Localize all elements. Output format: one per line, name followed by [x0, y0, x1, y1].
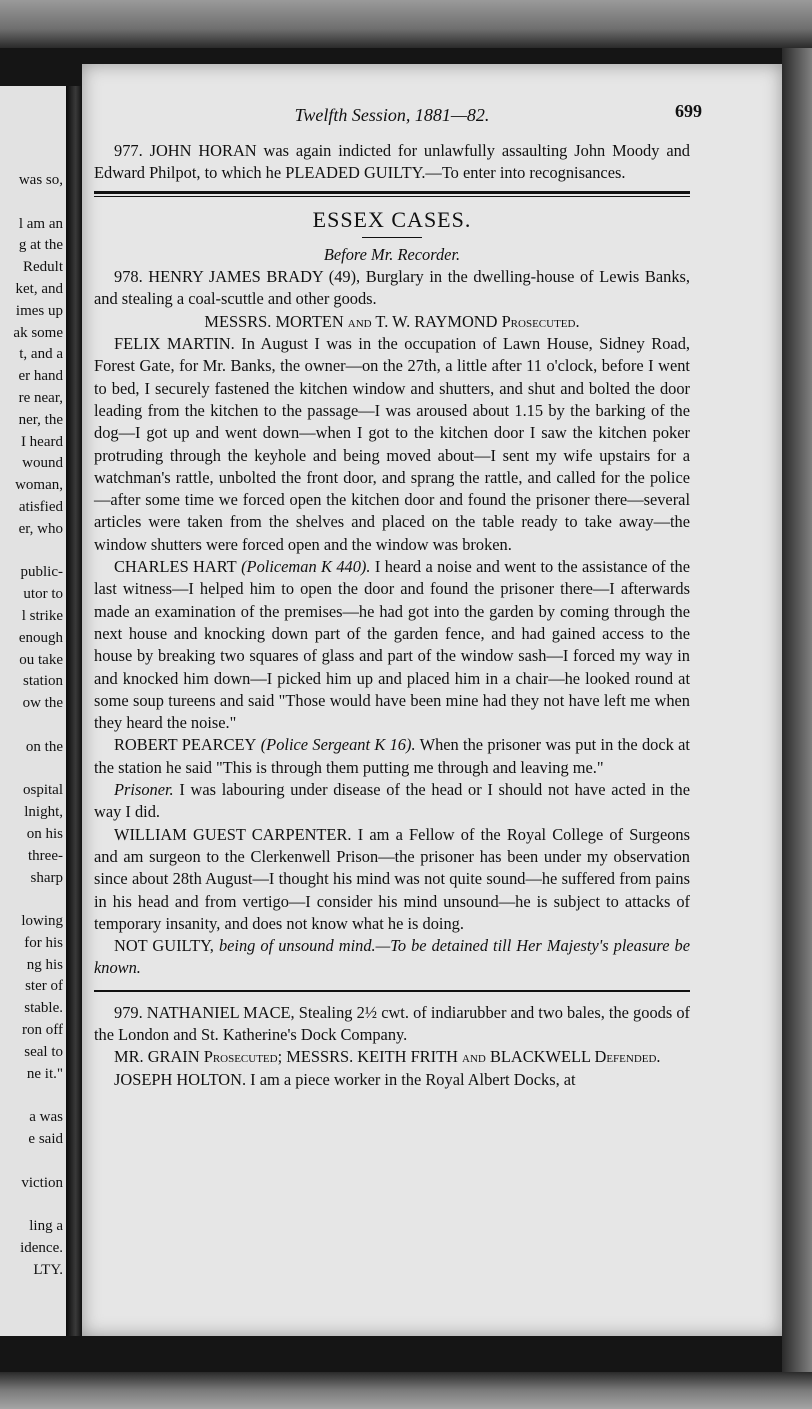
left-page-line: for his: [24, 934, 63, 951]
verdict-label: NOT GUILTY,: [114, 936, 214, 956]
testimony-felix-martin: [94, 333, 690, 556]
case-978-heading: 978. HENRY JAMES BRADY (49), Burglary in the dwelling-house of Lewis Banks, and stealing a coal-scuttle and other goods.: [94, 267, 690, 309]
left-page-line: [13, 1085, 63, 1107]
before-judge: Before Mr. Recorder.: [323, 244, 461, 264]
left-page-line: er, who: [18, 520, 63, 537]
prisoner-label: Prisoner.: [114, 780, 174, 800]
left-page-text-fragments: [13, 170, 63, 1282]
testimony-joseph-holton: [94, 1069, 690, 1091]
witness-name: CHARLES HART: [114, 557, 237, 577]
testimony-charles-hart: [94, 556, 690, 734]
case-977-text: JOHN HORAN was again indicted for unlawfully assaulting John Moody and Edward Philpot, to which he PLEADED GUILTY.—To enter into recognisances.: [94, 141, 690, 183]
testimony-text: When the prisoner was put in the dock at the station he said "This is through them putting me through and leaving me.": [94, 735, 690, 777]
page-content: [94, 101, 702, 1091]
case-979-counsel: MR. GRAIN Prosecuted; MESSRS. KEITH FRITH and BLACKWELL Defended.: [114, 1047, 661, 1067]
left-page-line: ak some: [13, 324, 63, 341]
testimony-text: I am a Fellow of the Royal College of Surgeons and am surgeon to the Clerkenwell Prison—the prisoner has been under my observation since about 28th August—I thought his mind was not quite sound—he suffered from pains in his head and from vertigo—I consider his mind unsound—he is subject to attacks of temporary insanity, and does not know what he is doing.: [94, 824, 690, 933]
left-page-line: lnight,: [24, 804, 63, 821]
left-page-line: stable.: [24, 1000, 63, 1017]
left-page-line: ner, the: [18, 411, 63, 428]
left-facing-page: [0, 86, 66, 1336]
left-page-line: ling a: [29, 1218, 63, 1235]
witness-name: JOSEPH HOLTON.: [114, 1069, 247, 1089]
left-page-line: re near,: [18, 389, 63, 406]
witness-name: ROBERT PEARCEY: [114, 735, 257, 755]
prisoner-statement: [94, 779, 690, 824]
left-page-line: imes up: [15, 302, 63, 319]
left-page-line: [13, 1151, 63, 1173]
witness-name: WILLIAM GUEST CARPENTER.: [114, 824, 352, 844]
left-page-line: ng his: [26, 956, 63, 973]
prisoner-text: I was labouring under disease of the head or I should not have acted in the way I did.: [94, 780, 690, 822]
page-number: 699: [675, 101, 702, 121]
left-page-line: public-: [20, 564, 63, 581]
left-page-line: l am an: [18, 215, 63, 232]
testimony-text: In August I was in the occupation of Lawn House, Sidney Road, Forest Gate, for Mr. Banks, the owner—on the 27th, a little after 11 o'clock, before I went to bed, I securely fastened the kitchen window and shutters, and shut and bolted the door leading from the kitchen to the passage—I was aroused about 1.15 by the barking of the dog—I got up and went down—when I got to the kitchen door I saw the kitchen poker protruding through the keyhole and being moved about—I sent my wife upstairs for a watchman's rattle, unbolted the front door, and sprang the rattle, and called for the police—after some time we forced open the kitchen door and found the prisoner there—several articles were taken from the shelves and placed on the table ready to take away—the window shutters were forced open and the window was broken.: [94, 334, 690, 554]
left-page-line: woman,: [15, 477, 63, 494]
left-page-line: enough: [18, 629, 63, 646]
left-page-line: lowing: [21, 913, 63, 930]
left-page-line: I heard: [20, 433, 63, 450]
scan-bottom-border: [0, 1372, 812, 1409]
verdict-text: being of unsound mind.—To be detained till Her Majesty's pleasure be known.: [94, 936, 690, 978]
left-page-line: wound: [22, 455, 63, 472]
left-page-line: g at the: [18, 237, 63, 254]
left-page-line: idence.: [20, 1240, 63, 1257]
left-page-line: ron off: [22, 1022, 63, 1039]
left-page-line: [13, 759, 63, 781]
left-page-line: [13, 889, 63, 911]
left-page-line: sharp: [30, 869, 63, 886]
left-page-line: a was: [29, 1109, 63, 1126]
left-page-line: seal to: [24, 1043, 63, 1060]
left-page-line: three-: [28, 847, 63, 864]
left-page-line: utor to: [23, 586, 63, 603]
left-page-line: Redult: [23, 259, 63, 276]
scan-right-border: [782, 48, 812, 1372]
document-page: [82, 64, 782, 1336]
running-head: Twelfth Session, 1881—82.: [294, 105, 490, 125]
case-divider: [94, 990, 690, 992]
verdict: [94, 935, 690, 980]
testimony-william-carpenter: [94, 824, 690, 935]
left-page-line: ou take: [19, 651, 63, 668]
witness-name: FELIX MARTIN.: [114, 334, 235, 354]
left-page-line: ospital: [23, 782, 63, 799]
left-page-line: station: [23, 673, 63, 690]
left-page-line: er hand: [18, 368, 63, 385]
section-title: ESSEX CASES.: [312, 206, 472, 232]
case-978-counsel: MESSRS. MORTEN and T. W. RAYMOND Prosecuted.: [204, 311, 580, 331]
left-page-line: [13, 192, 63, 214]
left-page-line: ow the: [22, 695, 63, 712]
left-page-line: ster of: [25, 978, 63, 995]
testimony-text: I am a piece worker in the Royal Albert Docks, at: [250, 1069, 576, 1089]
book-gutter: [66, 86, 82, 1336]
left-page-line: atisfied: [18, 498, 63, 515]
left-page-line: [13, 715, 63, 737]
case-977-number: 977.: [114, 141, 143, 160]
section-divider: [94, 191, 690, 197]
left-page-line: was so,: [18, 172, 63, 188]
title-underline: [362, 237, 422, 238]
case-977: [94, 140, 690, 185]
left-page-line: l strike: [21, 607, 63, 624]
left-page-line: ket, and: [15, 280, 63, 297]
left-page-line: e said: [28, 1131, 63, 1148]
left-page-line: viction: [21, 1174, 63, 1191]
left-page-line: [13, 1194, 63, 1216]
case-979-heading: 979. NATHANIEL MACE, Stealing 2½ cwt. of indiarubber and two bales, the goods of the London and St. Katherine's Dock Company.: [94, 1002, 690, 1044]
witness-role: (Police Sergeant K 16).: [260, 735, 416, 755]
left-page-line: on the: [25, 738, 63, 755]
left-page-line: [13, 541, 63, 563]
witness-role: (Policeman K 440).: [241, 557, 371, 577]
scan-top-border: [0, 0, 812, 48]
left-page-line: ne it.": [26, 1065, 63, 1082]
left-page-line: on his: [26, 825, 63, 842]
page-header: [94, 101, 702, 132]
left-page-line: LTY.: [33, 1261, 63, 1278]
left-page-line: t, and a: [19, 346, 63, 363]
testimony-text: I heard a noise and went to the assistance of the last witness—I helped him to open the door and found the prisoner there—I afterwards made an examination of the premises—he had got into the garden by coming through the next house and knocking down part of the garden fence, and had gained access to the house by breaking two squares of glass and part of the window sash—I forced my way in and knocked him down—I picked him up and placed him in a chair—he looked round at some soup tureens and said "Those would have been mine had they not have left me when they heard the noise.": [94, 557, 690, 733]
testimony-robert-pearcey: [94, 734, 690, 779]
